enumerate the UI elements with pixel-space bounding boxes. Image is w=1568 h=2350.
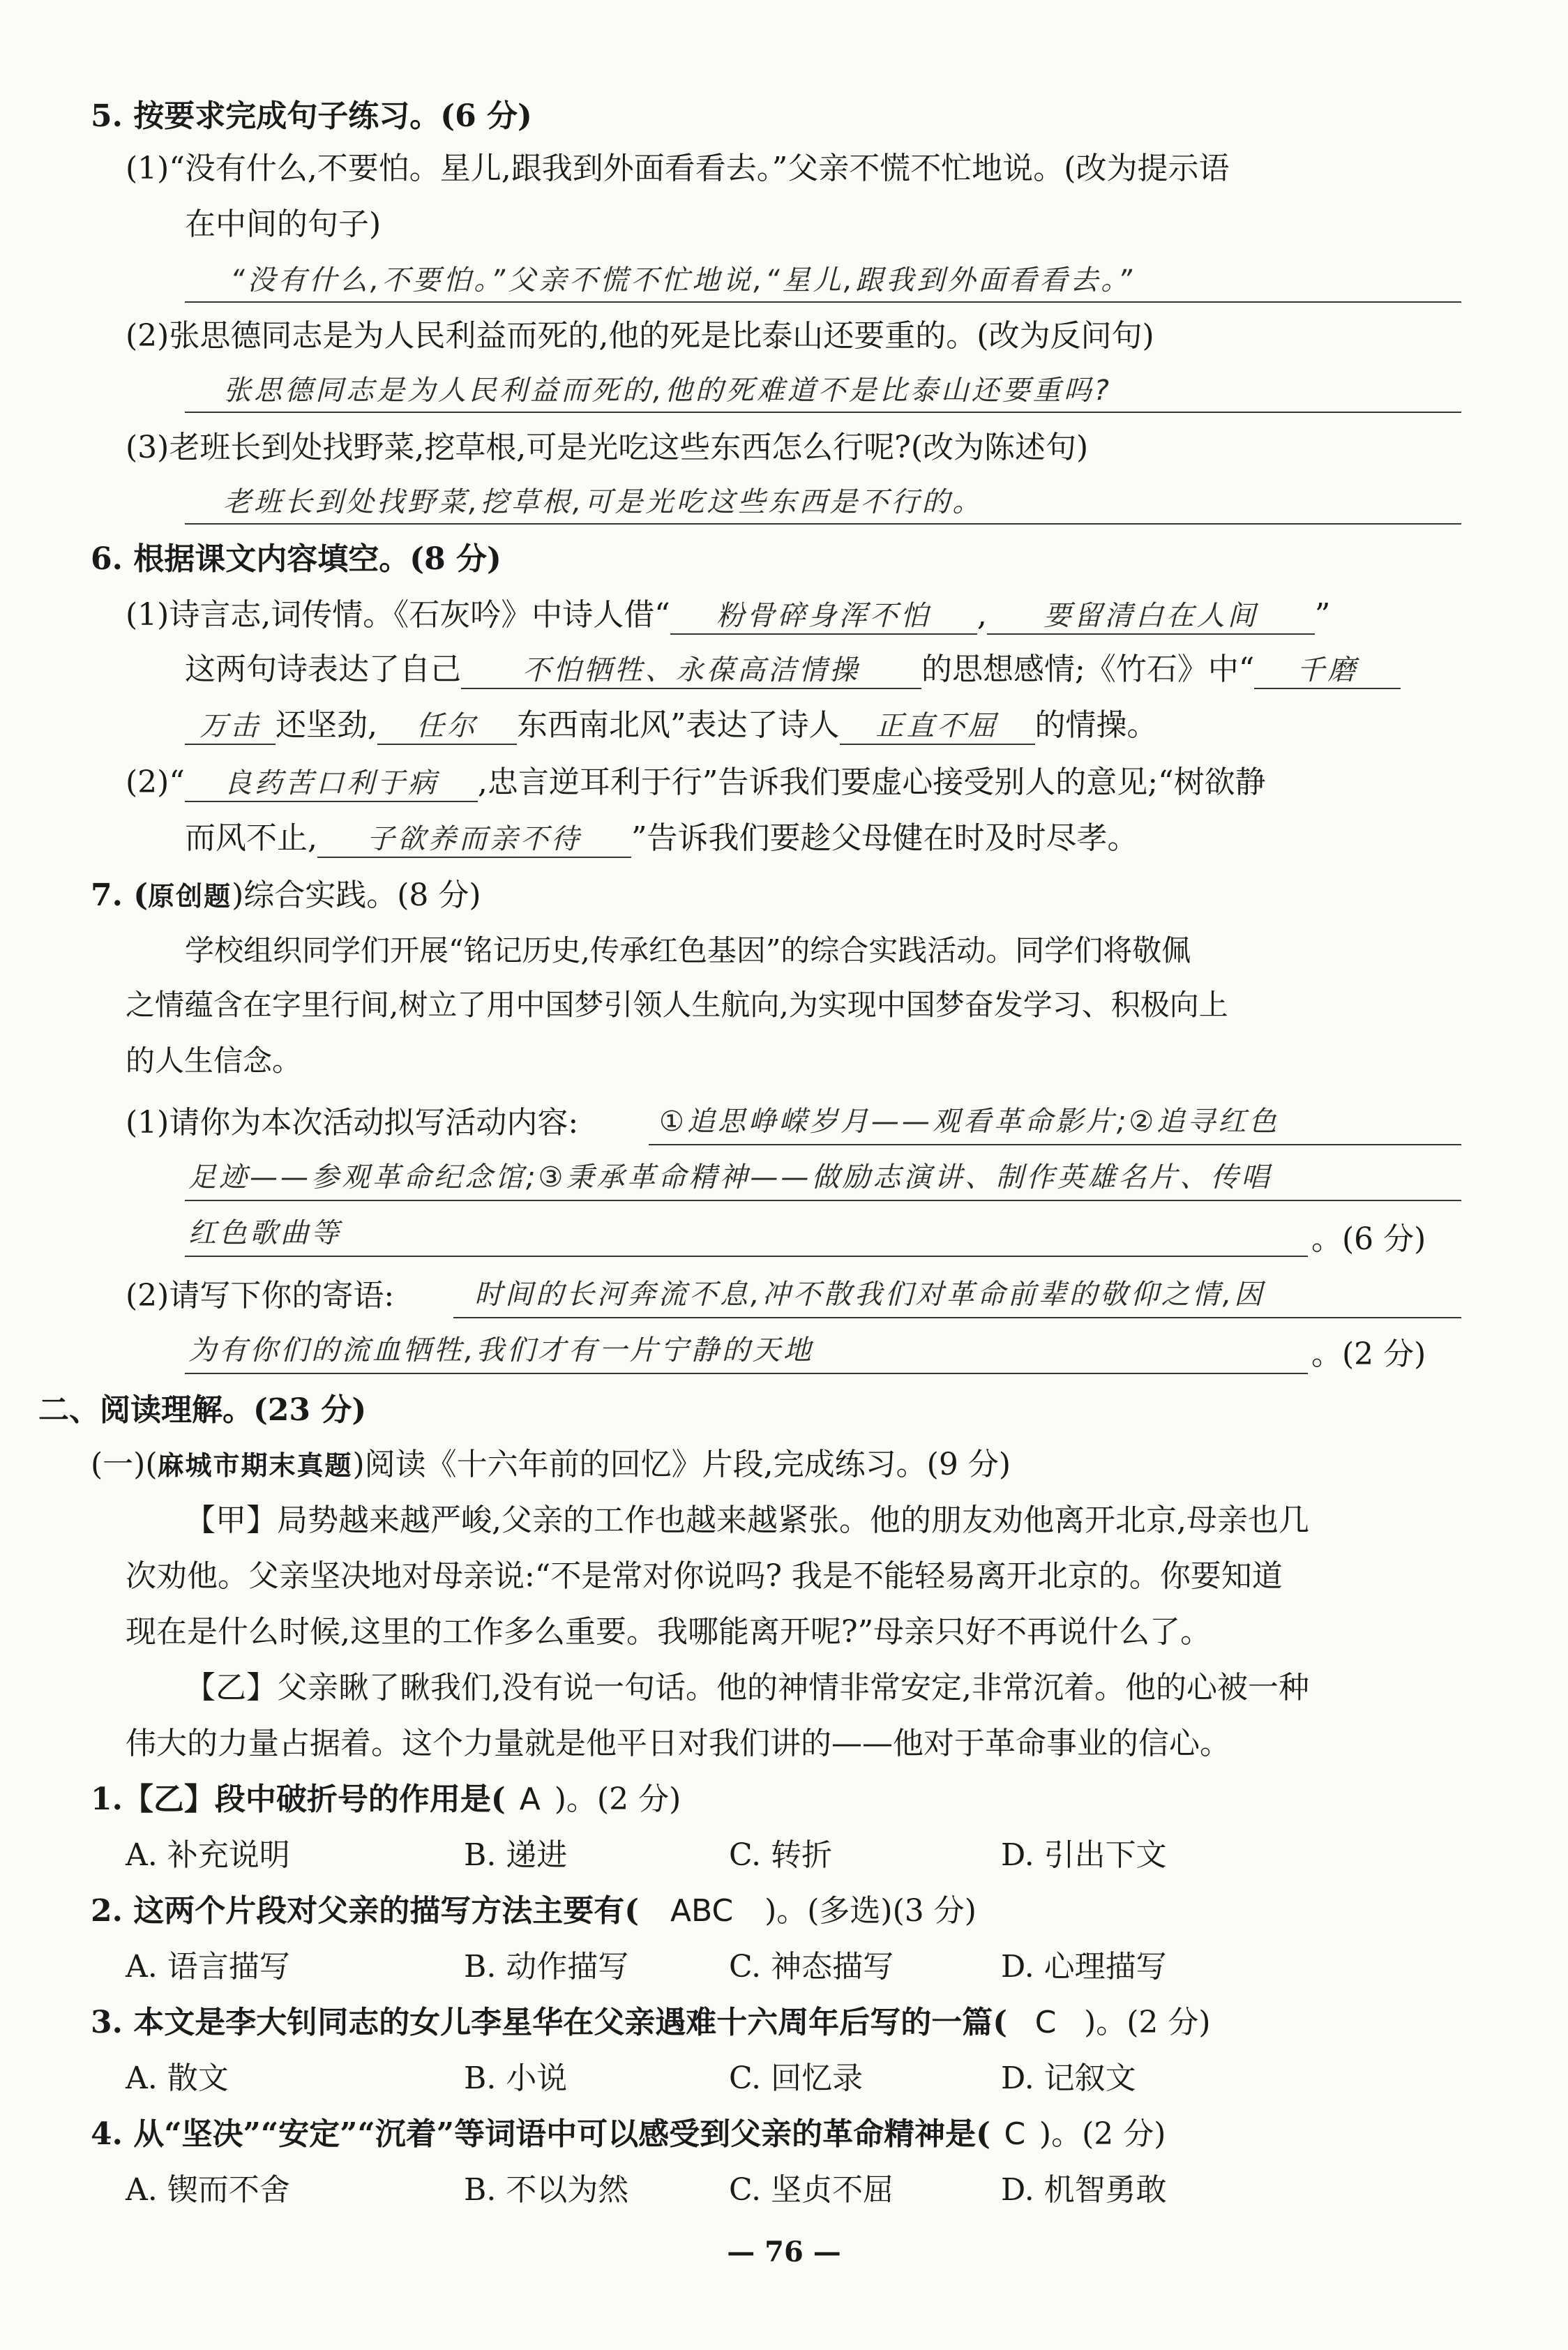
page-number: — 76 —: [727, 2236, 841, 2268]
answer-line: [185, 1373, 1308, 1374]
passage-jia-line1: 【甲】局势越来越严峻,父亲的工作也越来越紧张。他的朋友劝他离开北京,母亲也几: [185, 1502, 1309, 1538]
q6-line2: 这两句诗表达了自己 不怕牺牲、永葆高洁情操 的思想感情;《竹石》中“ 千磨: [185, 654, 1401, 689]
mc-answer-3: C: [1034, 2005, 1057, 2040]
passage-yi-line1: 【乙】父亲瞅了瞅我们,没有说一句话。他的神情非常安定,非常沉着。他的心被一种: [185, 1670, 1309, 1705]
mc3-option-b: B. 小说: [464, 2061, 568, 2096]
q7-part2-score: 。(2 分): [1311, 1336, 1426, 1372]
q6-blank-7: 良药苦口利于病: [223, 767, 439, 799]
q6-blank-2: 要留清白在人间: [1043, 600, 1258, 632]
q7-part1-answer-line1: ①追思峥嵘岁月——观看革命影片;②追寻红色: [659, 1106, 1280, 1138]
passage-jia-line3: 现在是什么时候,这里的工作多么重要。我哪能离开呢?”母亲只好不再说什么了。: [126, 1614, 1212, 1650]
source-tag: 麻城市期末真题: [157, 1449, 353, 1481]
q7-intro-line3: 的人生信念。: [126, 1044, 302, 1078]
q7-tag: 原创题: [148, 880, 232, 912]
q6-line5: 而风不止, 子欲养而亲不待 ”告诉我们要趁父母健在时及时尽孝。: [185, 823, 1138, 858]
mc4-option-c: C. 坚贞不屈: [729, 2172, 894, 2208]
q6-blank-1: 粉骨碎身浑不怕: [716, 600, 931, 632]
q7-part2-answer-line1: 时间的长河奔流不息,冲不散我们对革命前辈的敬仰之情,因: [474, 1279, 1265, 1311]
mc3-option-c: C. 回忆录: [729, 2061, 864, 2096]
q6-line3: 万击 还坚劲, 任尔 东西南北风”表达了诗人 正直不屈 的情操。: [185, 710, 1158, 745]
q6-line1: (1)诗言志,词传情。《石灰吟》中诗人借“ 粉骨碎身浑不怕 , 要留清白在人间 ”: [126, 600, 1330, 635]
mc1-option-a: A. 补充说明: [126, 1837, 290, 1873]
mc2-option-b: B. 动作描写: [464, 1949, 629, 1984]
answer-line: [649, 1144, 1461, 1145]
q6-blank-4a: 千磨: [1297, 654, 1359, 686]
mc-question-1: 1.【乙】段中破折号的作用是( A )。(2 分): [91, 1782, 681, 1817]
answer-line: [185, 1256, 1308, 1257]
passage-yi-line2: 伟大的力量占据着。这个力量就是他平日对我们讲的——他对于革命事业的信心。: [126, 1726, 1230, 1761]
q7-part1-answer-line2: 足迹——参观革命纪念馆;③秉承革命精神——做励志演讲、制作英雄名片、传唱: [188, 1161, 1272, 1193]
q5-part3-answer: 老班长到处找野菜,挖草根,可是光吃这些东西是不行的。: [223, 486, 983, 518]
q6-blank-3: 不怕牺牲、永葆高洁情操: [522, 654, 860, 686]
q6-line4: (2)“ 良药苦口利于病 ,忠言逆耳利于行”告诉我们要虚心接受别人的意见;“树欲静: [126, 767, 1266, 802]
mc-question-3: 3. 本文是李大钊同志的女儿李星华在父亲遇难十六周年后写的一篇( C )。(2 分): [91, 2005, 1211, 2040]
q5-part2-answer: 张思德同志是为人民利益而死的,他的死难道不是比泰山还要重吗?: [223, 375, 1112, 407]
mc1-option-c: C. 转折: [729, 1837, 833, 1873]
mc-answer-4: C: [1004, 2116, 1026, 2152]
mc1-option-b: B. 递进: [464, 1837, 568, 1873]
q7-part1-label: (1)请你为本次活动拟写活动内容:: [126, 1105, 579, 1140]
q7-intro-line2: 之情蕴含在字里行间,树立了用中国梦引领人生航向,为实现中国梦奋发学习、积极向上: [126, 988, 1228, 1022]
q5-title: 5. 按要求完成句子练习。(6 分): [91, 98, 532, 134]
q5-part2-question: (2)张思德同志是为人民利益而死的,他的死是比泰山还要重的。(改为反问句): [126, 318, 1154, 354]
mc2-option-c: C. 神态描写: [729, 1949, 894, 1984]
answer-line: [185, 523, 1461, 525]
mc4-option-d: D. 机智勇敢: [1001, 2172, 1167, 2208]
answer-line: [453, 1317, 1461, 1318]
q7-part1-score: 。(6 分): [1311, 1221, 1426, 1257]
q5-part1-line1: (1)“没有什么,不要怕。星儿,跟我到外面看看去。”父亲不慌不忙地说。(改为提示语: [126, 151, 1230, 186]
mc-question-4: 4. 从“坚决”“安定”“沉着”等词语中可以感受到父亲的革命精神是( C )。(2 分): [91, 2116, 1166, 2152]
answer-line: [185, 1200, 1461, 1201]
mc-answer-1: A: [519, 1782, 541, 1817]
reading-passage-header: (一)(麻城市期末真题)阅读《十六年前的回忆》片段,完成练习。(9 分): [91, 1447, 1011, 1482]
q7-title: 7. (原创题)综合实践。(8 分): [91, 878, 481, 913]
mc1-option-d: D. 引出下文: [1001, 1837, 1167, 1873]
q5-part3-question: (3)老班长到处找野菜,挖草根,可是光吃这些东西怎么行呢?(改为陈述句): [126, 430, 1089, 465]
mc4-option-a: A. 锲而不舍: [126, 2172, 290, 2208]
mc4-option-b: B. 不以为然: [464, 2172, 629, 2208]
q6-blank-4b: 万击: [199, 710, 261, 742]
q7-part1-answer-line3: 红色歌曲等: [188, 1217, 342, 1249]
q6-blank-8: 子欲养而亲不待: [367, 823, 582, 855]
answer-line: [185, 412, 1461, 413]
answer-line: [185, 301, 1461, 303]
q6-blank-6: 正直不屈: [875, 710, 999, 742]
mc3-option-d: D. 记叙文: [1001, 2061, 1136, 2096]
passage-jia-line2: 次劝他。父亲坚决地对母亲说:“不是常对你说吗? 我是不能轻易离开北京的。你要知道: [126, 1558, 1283, 1594]
mc2-option-d: D. 心理描写: [1001, 1949, 1167, 1984]
mc-answer-2: ABC: [670, 1893, 734, 1929]
mc2-option-a: A. 语言描写: [126, 1949, 290, 1984]
mc3-option-a: A. 散文: [126, 2061, 229, 2096]
q7-intro-line1: 学校组织同学们开展“铭记历史,传承红色基因”的综合实践活动。同学们将敬佩: [185, 933, 1191, 967]
q6-blank-5: 任尔: [416, 710, 478, 742]
q7-part2-answer-line2: 为有你们的流血牺牲,我们才有一片宁静的天地: [188, 1334, 814, 1366]
q5-part1-answer: “没有什么,不要怕。”父亲不慌不忙地说,“星儿,跟我到外面看看去。”: [230, 264, 1136, 296]
q7-part2-label: (2)请写下你的寄语:: [126, 1278, 395, 1313]
q5-part1-line2: 在中间的句子): [185, 206, 382, 242]
q6-title: 6. 根据课文内容填空。(8 分): [91, 541, 502, 577]
mc-question-2: 2. 这两个片段对父亲的描写方法主要有( ABC )。(多选)(3 分): [91, 1893, 977, 1929]
section2-title: 二、阅读理解。(23 分): [38, 1392, 367, 1428]
